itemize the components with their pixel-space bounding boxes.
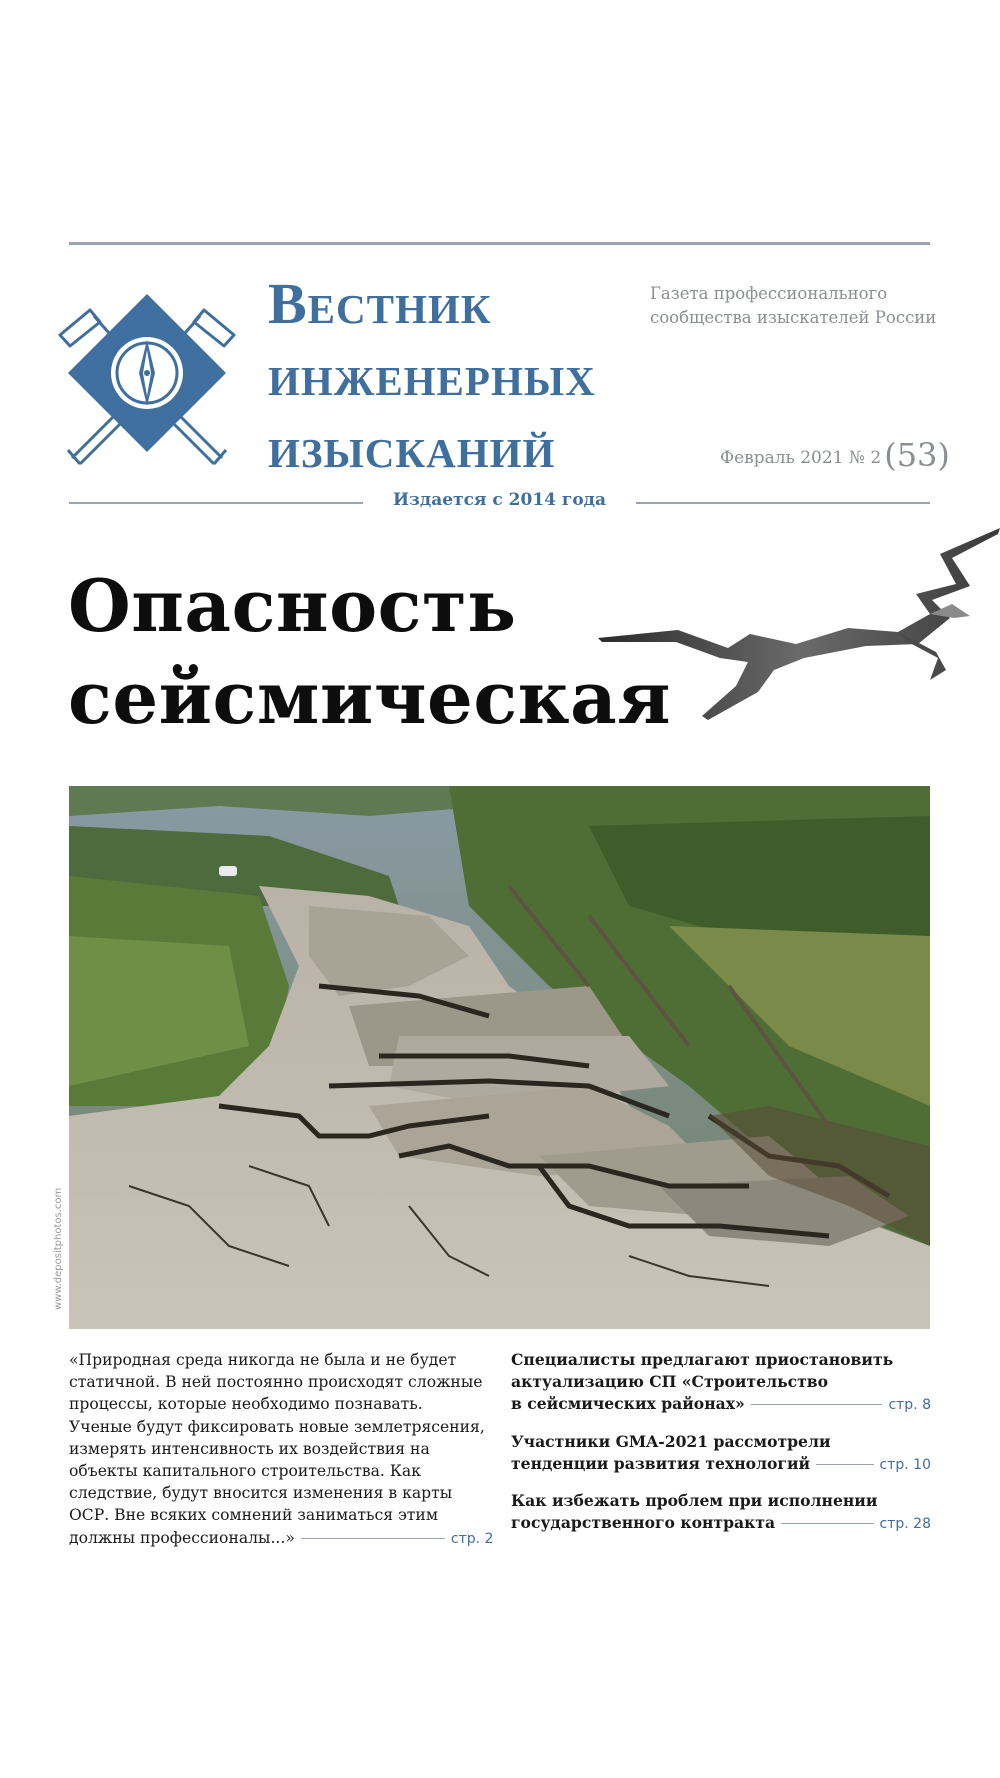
news-line: государственного контракта xyxy=(511,1513,776,1533)
quote-line: объекты капитального строительства. Как xyxy=(69,1462,421,1481)
tagline xyxy=(650,282,940,330)
quote-line: «Природная среда никогда не была и не будет xyxy=(69,1351,457,1369)
news-line: Участники GMA-2021 рассмотрели xyxy=(511,1432,831,1451)
main-headline xyxy=(68,560,671,744)
headline-line: Опасность xyxy=(68,563,517,648)
quote-line: ОСР. Вне всяких сомнений заниматься этим xyxy=(69,1506,438,1525)
quote-line: процессы, которые необходимо познавать. xyxy=(69,1395,423,1414)
leader-line xyxy=(816,1464,873,1465)
news-last-line xyxy=(511,1393,931,1416)
newspaper-title xyxy=(268,268,596,484)
news-line: тенденции развития технологий xyxy=(511,1454,811,1474)
earthquake-road-photo xyxy=(69,786,930,1329)
news-line: Специалисты предлагают приостановить xyxy=(511,1350,894,1369)
quote-line: Ученые будут фиксировать новые землетрясения, xyxy=(69,1417,485,1436)
tagline-line: Газета профессионального xyxy=(650,284,888,303)
news-page-link[interactable]: стр. 28 xyxy=(879,1516,931,1533)
quote-page-link[interactable]: стр. 2 xyxy=(450,1530,494,1547)
quote-line: следствие, будут вносится изменения в карты xyxy=(69,1484,453,1503)
quote-line: статичной. В ней постоянно происходят сложные xyxy=(69,1373,483,1392)
top-rule xyxy=(69,242,930,245)
lead-quote xyxy=(69,1349,494,1550)
crack-illustration xyxy=(598,520,1000,740)
leader-line xyxy=(781,1523,873,1524)
issue-info xyxy=(720,436,950,474)
issue-date: Февраль 2021 № 2 xyxy=(720,448,882,468)
headline-line: сейсмическая xyxy=(68,655,672,740)
news-page-link[interactable]: стр. 8 xyxy=(888,1397,931,1414)
title-line: инженерных xyxy=(268,343,596,408)
divider-right xyxy=(636,502,930,504)
news-line: актуализацию СП «Строительство xyxy=(511,1372,829,1392)
quote-line: должны профессионалы...» xyxy=(69,1528,295,1547)
leader-line xyxy=(751,1404,883,1405)
tagline-line: сообщества изыскателей России xyxy=(650,308,937,327)
news-item[interactable] xyxy=(511,1490,931,1535)
leader-line xyxy=(301,1538,445,1539)
news-last-line xyxy=(511,1512,931,1535)
quote-last-line xyxy=(69,1527,493,1550)
news-page-link[interactable]: стр. 10 xyxy=(879,1457,931,1474)
compass-hammers-logo-icon xyxy=(54,280,240,466)
photo-credit: www.depositphotos.com xyxy=(53,1187,64,1310)
title-line: изысканий xyxy=(268,415,556,480)
issue-number: (53) xyxy=(884,436,950,474)
quote-line: измерять интенсивность их воздействия на xyxy=(69,1439,430,1458)
title-line: Вестник xyxy=(268,271,492,336)
news-item[interactable] xyxy=(511,1349,931,1417)
since-label: Издается с 2014 года xyxy=(392,490,607,510)
news-line: в сейсмических районах» xyxy=(511,1394,745,1414)
news-last-line xyxy=(511,1453,931,1476)
news-item[interactable] xyxy=(511,1431,931,1476)
news-line: Как избежать проблем при исполнении xyxy=(511,1491,878,1510)
divider-left xyxy=(69,502,363,504)
